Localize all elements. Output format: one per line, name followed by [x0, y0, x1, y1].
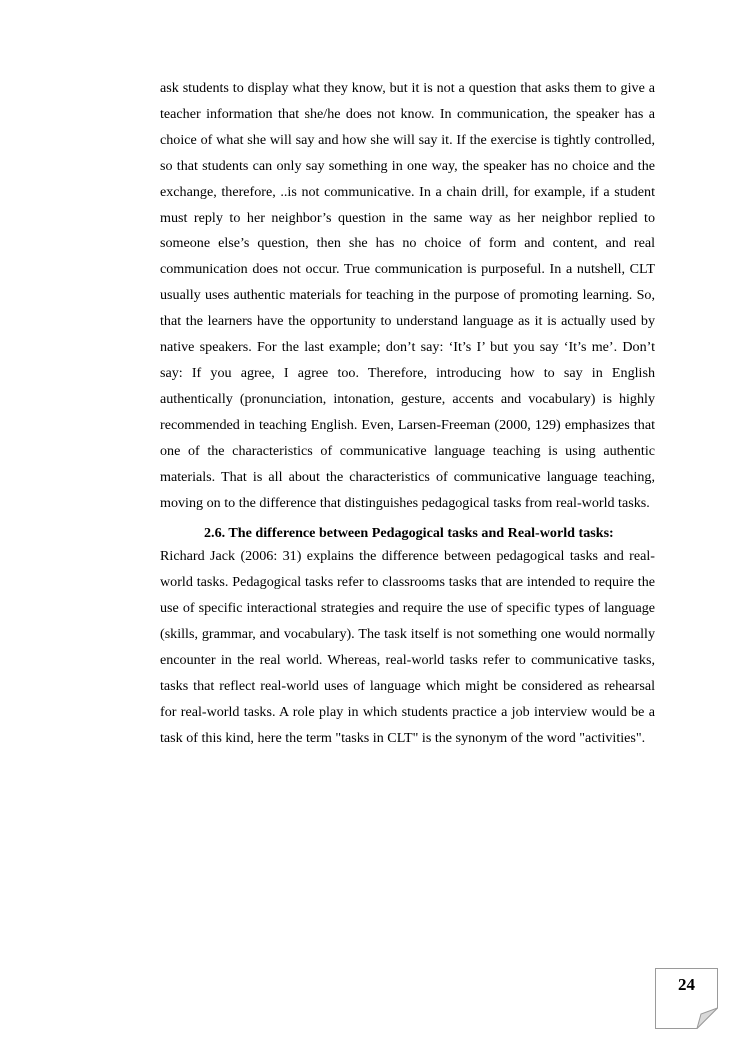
page-number: 24	[678, 975, 695, 994]
body-paragraph-2: Richard Jack (2006: 31) explains the difference between pedagogical tasks and real-world tasks. Pedagogical tasks refer to classrooms tasks that are intended to require the use of specific interactional strategies and require the use of specific types of language (skills, grammar, and vocabulary). The task itself is not something one would normally encounter in the real world. Whereas, real-world tasks refer to communicative tasks, tasks that reflect real-world uses of language which might be considered as rehearsal for real-world tasks. A role play in which students practice a job interview would be a task of this kind, here the term "tasks in CLT" is the synonym of the word "activities".	[160, 548, 655, 746]
page-number-box	[655, 968, 718, 1029]
page-body	[160, 76, 655, 752]
section-heading: 2.6. The difference between Pedagogical tasks and Real-world tasks:	[204, 525, 614, 542]
body-paragraph-1: ask students to display what they know, but it is not a question that asks them to give a teacher information that she/he does not know. In communication, the speaker has a choice of what she will say and how she will say it. If the exercise is tightly controlled, so that students can only say something in one way, the speaker has no choice and the exchange, therefore, ..is not communicative. In a chain drill, for example, if a student must reply to her neighbor’s question in the same way as her neighbor replied to someone else’s question, then she has no choice of form and content, and real communication does not occur. True communication is purposeful. In a nutshell, CLT usually uses authentic materials for teaching in the purpose of promoting learning. So, that the learners have the opportunity to understand language as it is actually used by native speakers. For the last example; don’t say: ‘It’s I’ but you say ‘It’s me’. Don’t say: If you agree, I agree too. Therefore, introducing how to say in English authentically (pronunciation, intonation, gesture, accents and vocabulary) is highly recommended in teaching English. Even, Larsen-Freeman (2000, 129) emphasizes that one of the characteristics of communicative language teaching is using authentic materials. That is all about the characteristics of communicative language teaching, moving on to the difference that distinguishes pedagogical tasks from real-world tasks.	[160, 80, 655, 511]
